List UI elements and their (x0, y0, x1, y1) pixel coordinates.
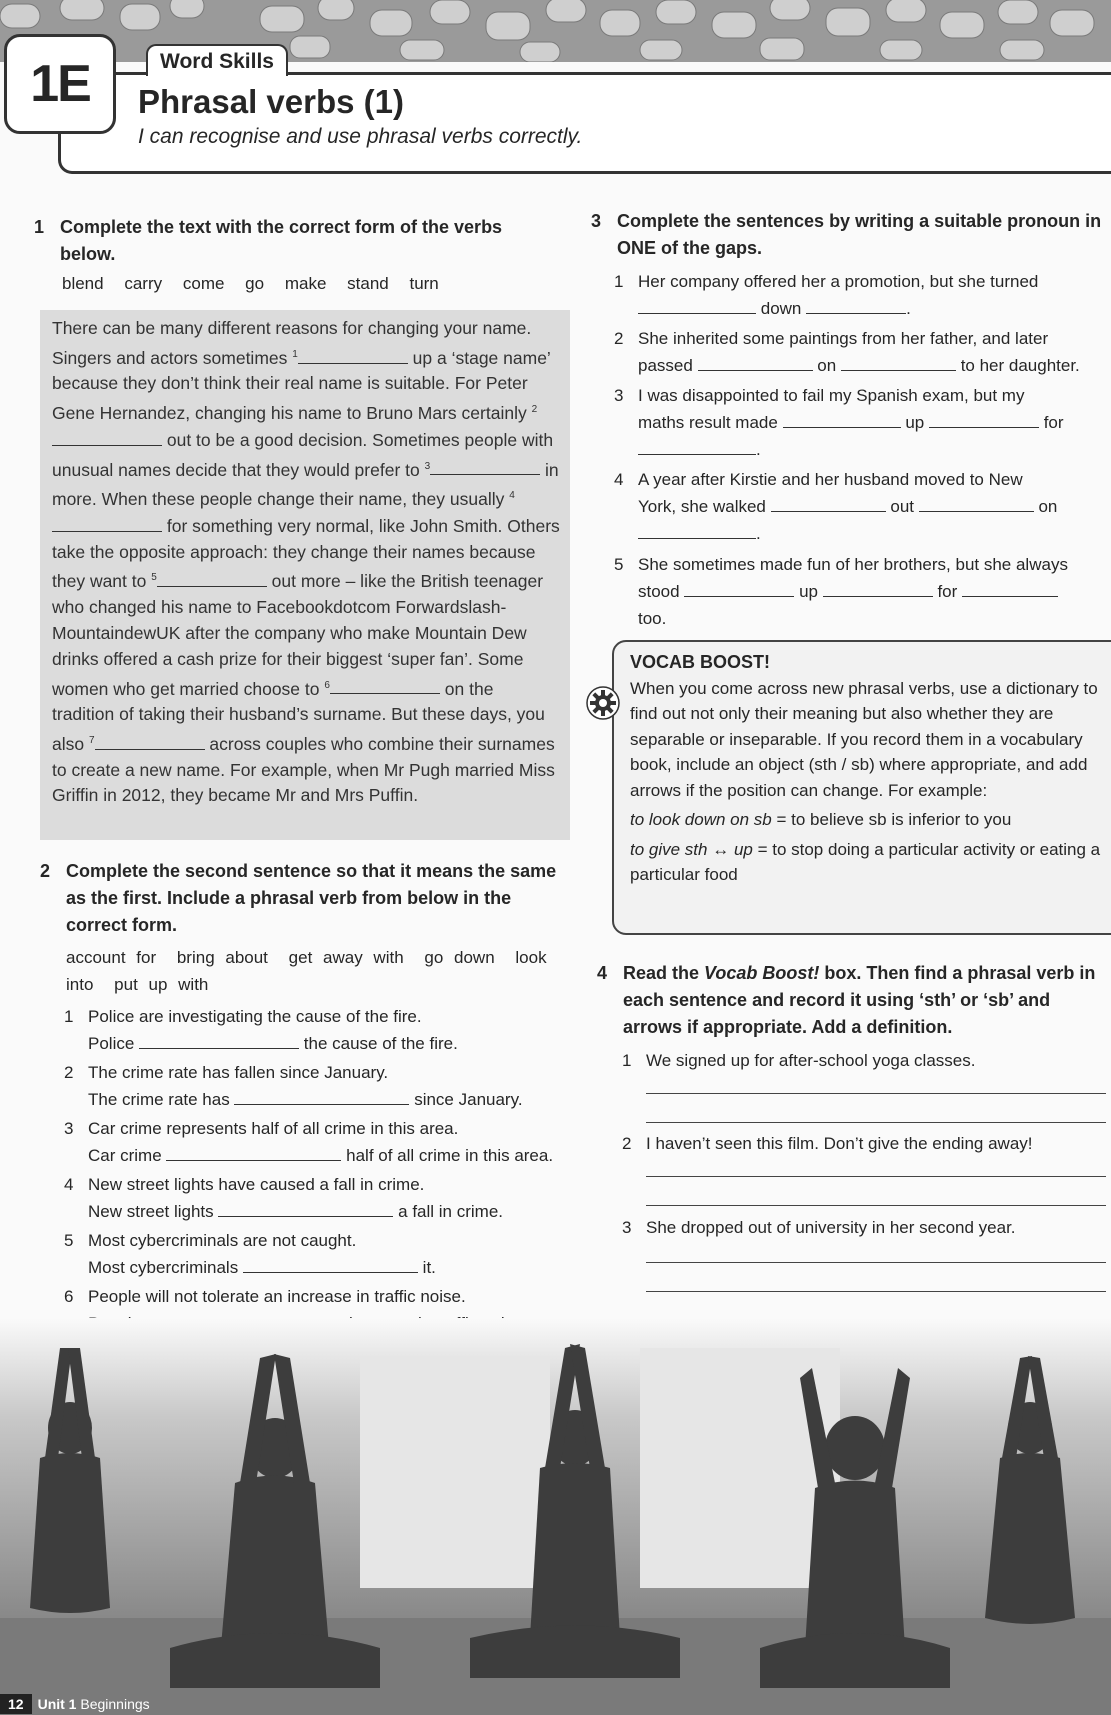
item-number: 5 (64, 1231, 74, 1250)
sentence-text: I was disappointed to fail my Spanish exam, but my (638, 386, 1025, 405)
two-way-arrow-icon: ↔ (712, 839, 730, 859)
gap-blank[interactable] (52, 513, 162, 532)
answer-blank[interactable] (243, 1254, 418, 1273)
answer-line[interactable] (646, 1205, 1106, 1206)
example-term: to give sth (630, 839, 713, 859)
exercise-number: 4 (597, 963, 608, 983)
gap-number: 1 (292, 348, 298, 360)
answer-blank[interactable] (638, 295, 756, 314)
sentence-start: New street lights (88, 1202, 214, 1221)
exercise-1-instruction (34, 214, 530, 268)
word-chip: blend (62, 274, 104, 293)
exercise-3-item (614, 551, 1108, 632)
page-subtitle: I can recognise and use phrasal verbs correctly. (138, 125, 583, 148)
yoga-class-photo (0, 1318, 1111, 1715)
particle: up (799, 582, 818, 601)
sentence-start: Police (88, 1034, 135, 1053)
exercise-number: 3 (591, 211, 602, 231)
exercise-3-item: 4 A year after Kirstie and her husband moved to New York, she walked out on . (638, 466, 1108, 547)
exercise-4-item (622, 1130, 1033, 1157)
item-number: 5 (614, 555, 624, 574)
passage-text: in more. When these people change their name, they usually (52, 459, 559, 510)
sentence-start: The crime rate has (88, 1090, 230, 1109)
sentence-text: passed (638, 356, 693, 375)
item-number: 4 (64, 1175, 74, 1194)
answer-blank[interactable] (684, 578, 794, 597)
sentence-text: York, she walked (638, 497, 766, 516)
sentence-text: She sometimes made fun of her brothers, but she always (638, 555, 1068, 574)
exercise-2-item (64, 1003, 458, 1057)
passage-text: up a ‘stage name’ because they don’t think their real name is suitable. For Peter Gene Hernandez, changing his name to Bruno Mars certainly (52, 347, 551, 424)
exercise-3-item: 3 I was disappointed to fail my Spanish exam, but my maths result made up for . (638, 382, 1108, 463)
word-chip: stand (347, 274, 389, 293)
original-sentence: Most cybercriminals are not caught. (88, 1231, 357, 1250)
sentence-end: it. (422, 1258, 436, 1277)
particle: for (937, 582, 958, 601)
item-number: 2 (64, 1063, 74, 1082)
answer-blank[interactable] (234, 1086, 409, 1105)
sentence-end: a fall in crime. (398, 1202, 504, 1221)
answer-blank[interactable] (218, 1198, 393, 1217)
footer-unit-title: Beginnings (80, 1696, 150, 1712)
item-number: 1 (622, 1051, 632, 1070)
gap-blank[interactable] (52, 427, 162, 446)
instruction-text: Read the (623, 963, 705, 983)
instruction-text: Complete the text with the correct form of the verbs below. (60, 217, 503, 264)
answer-blank[interactable] (698, 352, 813, 371)
answer-blank[interactable] (806, 295, 906, 314)
unit-code-badge: 1E (4, 34, 116, 134)
word-chip: put up with (114, 975, 209, 994)
answer-blank[interactable] (783, 409, 901, 428)
answer-blank[interactable] (929, 409, 1039, 428)
vocab-boost-box (612, 640, 1111, 935)
section-tab: Word Skills (146, 44, 288, 76)
gap-blank[interactable] (330, 675, 440, 694)
instruction-text: box. Then find a phrasal verb in each sentence and record it using ‘sth’ or ‘sb’ and arrows if appropriate. Add a definition. (623, 963, 1096, 1037)
exercise-1-word-list (62, 274, 449, 294)
particle: on (817, 356, 837, 375)
exercise-3-item (614, 325, 1108, 379)
instruction-text: Complete the second sentence so that it means the same as the first. Include a phrasal verb from below in the correct form. (66, 861, 557, 935)
answer-blank[interactable] (166, 1142, 341, 1161)
exercise-2-instruction (40, 858, 576, 939)
exercise-4-instruction (597, 960, 1111, 1041)
gap-number: 7 (88, 734, 95, 746)
sentence-text: to her daughter. (960, 356, 1080, 375)
word-chip: look into (66, 948, 547, 994)
answer-blank[interactable] (139, 1030, 299, 1049)
example-term: up (729, 839, 753, 859)
passage-text: across couples who combine their surnames to create a new name. For example, when Mr Pugh married Miss Griffin in 2012, they became Mr and Mrs Puffin. (52, 733, 555, 806)
word-chip: bring about (176, 948, 268, 967)
sentence-text: stood (638, 582, 680, 601)
original-sentence: People will not tolerate an increase in traffic noise. (88, 1287, 466, 1306)
item-number: 4 (614, 470, 624, 489)
passage-text: on the tradition of taking their husband’s surname. But these days, you also (52, 678, 545, 754)
item-number: 2 (614, 329, 624, 348)
gap-blank[interactable] (298, 345, 408, 364)
original-sentence: Police are investigating the cause of the fire. (88, 1007, 422, 1026)
sentence-text: We signed up for after-school yoga classes. (646, 1051, 976, 1070)
exercise-2-word-list (66, 944, 586, 998)
original-sentence: Car crime represents half of all crime in this area. (88, 1119, 459, 1138)
exercise-4-item (622, 1047, 976, 1074)
answer-line[interactable] (646, 1093, 1106, 1094)
word-chip: get away with (288, 948, 404, 967)
item-number: 6 (64, 1287, 74, 1306)
exercise-2-item (64, 1115, 554, 1169)
page-number: 12 (0, 1694, 32, 1714)
answer-blank[interactable] (771, 493, 886, 512)
word-chip: go (245, 274, 265, 293)
sentence-start: Most cybercriminals (88, 1258, 239, 1277)
word-chip: account for (66, 948, 157, 967)
vocab-boost-title: VOCAB BOOST! (630, 652, 771, 672)
vocab-boost-example (630, 837, 1111, 888)
sentence-text: I haven’t seen this film. Don’t give the ending away! (646, 1134, 1033, 1153)
exercise-3-item: 1 Her company offered her a promotion, but she turned down . (638, 268, 1108, 322)
exercise-2-item (64, 1059, 523, 1113)
original-sentence: The crime rate has fallen since January. (88, 1063, 389, 1082)
gap-blank[interactable] (95, 731, 205, 750)
exercise-2-item (64, 1227, 436, 1281)
vocab-boost-example (630, 807, 1111, 833)
footer-unit: Unit 1 (37, 1696, 77, 1712)
passage-text: out to be a good decision. Sometimes people with unusual names decide that they would prefer to (52, 429, 554, 480)
page-title: Phrasal verbs (1) (138, 83, 404, 120)
word-chip: carry (124, 274, 163, 293)
reading-passage (40, 310, 570, 840)
item-number: 2 (622, 1134, 632, 1153)
instruction-text: Vocab Boost! (704, 963, 820, 983)
sentence-end: since January. (414, 1090, 523, 1109)
original-sentence: New street lights have caused a fall in crime. (88, 1175, 425, 1194)
exercise-2-item (64, 1171, 504, 1225)
gap-blank[interactable] (157, 568, 267, 587)
word-chip: come (182, 274, 225, 293)
passage-text: out more – like the British teenager who changed his name to Facebookdotcom Forwardslash-MountaindewUK after the company who make Mountain Dew drinks offered a cash prize for their biggest ‘super fan’. Some women who get married choose to (52, 571, 544, 699)
answer-blank[interactable] (919, 493, 1034, 512)
item-number: 1 (614, 272, 624, 291)
sentence-text: maths result made (638, 413, 778, 432)
sentence-end: the cause of the fire. (303, 1034, 458, 1053)
page-footer (0, 1693, 150, 1715)
gap-number: 6 (324, 679, 330, 691)
item-number: 1 (64, 1007, 74, 1026)
passage-text: for something very normal, like John Smith. Others take the opposite approach: they change their names because they want to (52, 515, 560, 592)
answer-line[interactable] (646, 1291, 1106, 1292)
answer-line[interactable] (646, 1122, 1106, 1123)
exercise-number: 2 (40, 861, 51, 881)
exercise-4-item (622, 1214, 1016, 1241)
particle: up (905, 413, 925, 432)
sentence-text: She inherited some paintings from her father, and later (638, 329, 1049, 348)
answer-blank[interactable] (823, 578, 933, 597)
example-definition: = to stop doing a particular activity or eating a particular food (630, 839, 1101, 884)
gap-number: 2 (531, 404, 538, 416)
gap-number: 3 (424, 460, 431, 472)
item-number: 3 (614, 386, 624, 405)
sentence-text: Her company offered her a promotion, but she turned (638, 272, 1039, 291)
answer-blank[interactable] (638, 520, 756, 539)
answer-line[interactable] (646, 1262, 1106, 1263)
answer-blank[interactable] (638, 436, 756, 455)
particle: out (890, 497, 914, 516)
sentence-text: She dropped out of university in her second year. (646, 1218, 1016, 1237)
item-number: 3 (64, 1119, 74, 1138)
sentence-text: A year after Kirstie and her husband moved to New (638, 470, 1023, 489)
item-number: 3 (622, 1218, 632, 1237)
answer-blank[interactable] (841, 352, 956, 371)
gear-icon (586, 686, 620, 720)
answer-blank[interactable] (962, 578, 1058, 597)
gap-number: 4 (509, 490, 515, 502)
word-chip: go down (424, 948, 495, 967)
sentence-start: Car crime (88, 1146, 162, 1165)
example-definition: = to believe sb is inferior to you (771, 810, 1012, 829)
exercise-3-instruction (591, 208, 1107, 262)
passage-text: There can be many different reasons for changing your name. Singers and actors sometimes (52, 318, 532, 368)
word-chip: turn (409, 274, 439, 293)
word-chip: make (284, 274, 327, 293)
particle: down (760, 299, 802, 318)
example-term: to look down on sb (630, 810, 772, 829)
sentence-text: too. (638, 609, 667, 628)
particle: for (1043, 413, 1064, 432)
gap-number: 5 (151, 572, 157, 584)
answer-line[interactable] (646, 1176, 1106, 1177)
sentence-end: half of all crime in this area. (346, 1146, 554, 1165)
vocab-boost-body: When you come across new phrasal verbs, use a dictionary to find out not only their meaning but also whether they are separable or inseparable. If you record them in a vocabulary book, include an object (sth / sb) where appropriate, and add arrows if the position can change. For example: (630, 678, 1098, 800)
exercise-number: 1 (34, 217, 45, 237)
gap-blank[interactable] (430, 456, 540, 475)
particle: on (1038, 497, 1058, 516)
instruction-text: Complete the sentences by writing a suitable pronoun in ONE of the gaps. (617, 211, 1102, 258)
